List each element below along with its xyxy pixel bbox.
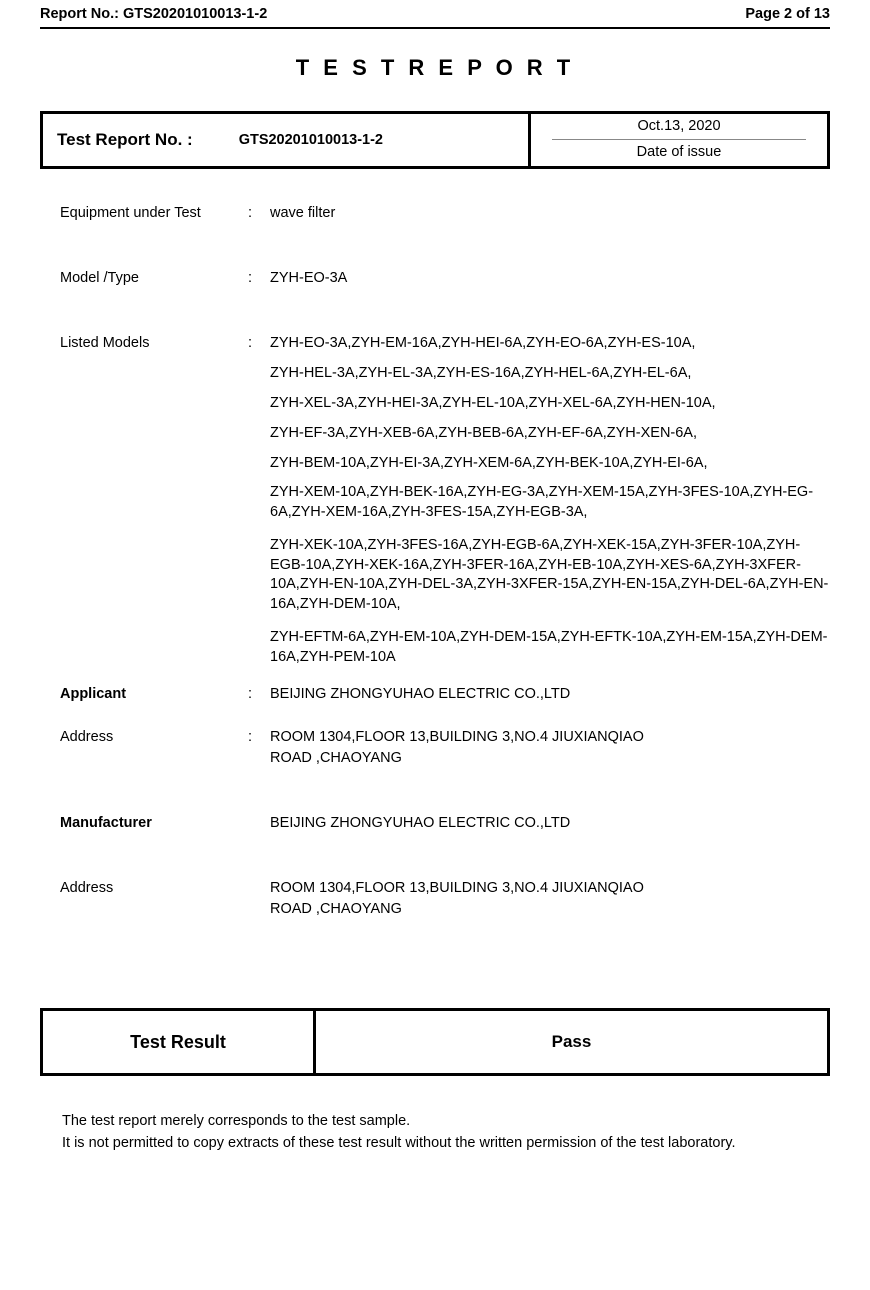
issue-date-label: Date of issue bbox=[636, 144, 722, 160]
row-spacer bbox=[60, 311, 830, 333]
report-number-value: GTS20201010013-1-2 bbox=[238, 132, 383, 148]
applicant-address-line: ROOM 1304,FLOOR 13,BUILDING 3,NO.4 JIUXIANQIAO bbox=[270, 728, 644, 745]
field-row-manufacturer-address bbox=[60, 878, 830, 920]
model-value: ZYH-EO-3A bbox=[270, 270, 348, 287]
test-result-value: Pass bbox=[551, 1032, 592, 1051]
field-row-manufacturer bbox=[60, 813, 830, 834]
listed-models-line: ZYH-HEL-3A,ZYH-EL-3A,ZYH-ES-16A,ZYH-HEL-6A,ZYH-EL-6A, bbox=[270, 365, 692, 382]
report-number-header: Report No.: GTS20201010013-1-2 bbox=[40, 6, 268, 22]
equipment-label: Equipment under Test bbox=[60, 205, 201, 221]
listed-models-label: Listed Models bbox=[60, 335, 150, 352]
issue-date-value: Oct.13, 2020 bbox=[637, 118, 721, 135]
footnote bbox=[62, 1110, 832, 1155]
manufacturer-address-label: Address bbox=[60, 879, 114, 896]
listed-models-value bbox=[270, 333, 830, 668]
listed-models-block: ZYH-XEM-10A,ZYH-BEK-16A,ZYH-EG-3A,ZYH-XEM-15A,ZYH-3FES-10A,ZYH-EG-6A,ZYH-XEM-16A,ZYH-3FES-15A,ZYH-EGB-3A, bbox=[270, 484, 814, 520]
report-number-label: Test Report No. : bbox=[57, 130, 193, 149]
applicant-address-value bbox=[270, 727, 830, 769]
applicant-label: Applicant bbox=[60, 685, 127, 702]
field-row-model bbox=[60, 268, 830, 289]
applicant-address-line: ROAD ,CHAOYANG bbox=[270, 749, 402, 766]
listed-models-block: ZYH-EFTM-6A,ZYH-EM-10A,ZYH-DEM-15A,ZYH-EFTK-10A,ZYH-EM-15A,ZYH-DEM-16A,ZYH-PEM-10A bbox=[270, 629, 828, 666]
model-colon: : bbox=[248, 270, 253, 287]
page-title: T E S T R E P O R T bbox=[295, 55, 575, 80]
applicant-colon: : bbox=[248, 685, 253, 702]
applicant-value: BEIJING ZHONGYUHAO ELECTRIC CO.,LTD bbox=[270, 685, 571, 702]
manufacturer-address-line: ROOM 1304,FLOOR 13,BUILDING 3,NO.4 JIUXIANQIAO bbox=[270, 879, 644, 896]
field-row-listed-models bbox=[60, 333, 830, 668]
listed-models-block: ZYH-XEK-10A,ZYH-3FES-16A,ZYH-EGB-6A,ZYH-XEK-15A,ZYH-3FER-10A,ZYH-EGB-10A,ZYH-XEK-16A,ZYH-3FER-16A,ZYH-EB-10A,ZYH-XES-6A,ZYH-3XFER-10A,ZYH-EN-10A,ZYH-DEL-3A,ZYH-3XFER-15A,ZYH-EN-15A,ZYH-DEL-6A,ZYH-EN-16A,ZYH-DEM-10A, bbox=[270, 537, 829, 612]
issue-date-cell bbox=[531, 114, 827, 166]
listed-models-line: ZYH-EF-3A,ZYH-XEB-6A,ZYH-BEB-6A,ZYH-EF-6A,ZYH-XEN-6A, bbox=[270, 425, 698, 442]
equipment-value: wave filter bbox=[270, 205, 336, 221]
row-spacer bbox=[60, 246, 830, 268]
manufacturer-value: BEIJING ZHONGYUHAO ELECTRIC CO.,LTD bbox=[270, 814, 571, 831]
manufacturer-address-line: ROAD ,CHAOYANG bbox=[270, 900, 402, 917]
listed-models-line: ZYH-XEL-3A,ZYH-HEI-3A,ZYH-EL-10A,ZYH-XEL-6A,ZYH-HEN-10A, bbox=[270, 395, 716, 412]
footnote-line-1: The test report merely corresponds to the test sample. bbox=[62, 1113, 411, 1129]
report-number-box bbox=[40, 111, 830, 169]
listed-models-colon: : bbox=[248, 335, 253, 352]
page-header bbox=[40, 0, 830, 22]
listed-models-line: ZYH-EO-3A,ZYH-EM-16A,ZYH-HEI-6A,ZYH-EO-6A,ZYH-ES-10A, bbox=[270, 335, 696, 352]
footnote-line-2: It is not permitted to copy extracts of these test result without the written permission of the test laboratory. bbox=[62, 1135, 736, 1152]
manufacturer-label: Manufacturer bbox=[60, 814, 152, 831]
manufacturer-address-value bbox=[270, 878, 830, 920]
issue-date-divider bbox=[552, 139, 807, 140]
test-result-box bbox=[40, 1008, 830, 1076]
report-number-cell bbox=[43, 114, 531, 166]
row-spacer bbox=[60, 791, 830, 813]
field-row-applicant-address bbox=[60, 727, 830, 769]
field-row-equipment bbox=[60, 203, 830, 224]
header-divider bbox=[40, 27, 830, 29]
model-label: Model /Type bbox=[60, 270, 139, 287]
applicant-address-colon: : bbox=[248, 728, 253, 745]
listed-models-line: ZYH-BEM-10A,ZYH-EI-3A,ZYH-XEM-6A,ZYH-BEK-10A,ZYH-EI-6A, bbox=[270, 455, 708, 472]
applicant-address-label: Address bbox=[60, 728, 114, 745]
equipment-colon: : bbox=[248, 205, 253, 221]
page-number-header: Page 2 of 13 bbox=[745, 6, 830, 22]
row-spacer bbox=[60, 856, 830, 878]
test-result-label: Test Result bbox=[43, 1011, 316, 1073]
info-section bbox=[40, 203, 830, 920]
field-row-applicant bbox=[60, 684, 830, 705]
